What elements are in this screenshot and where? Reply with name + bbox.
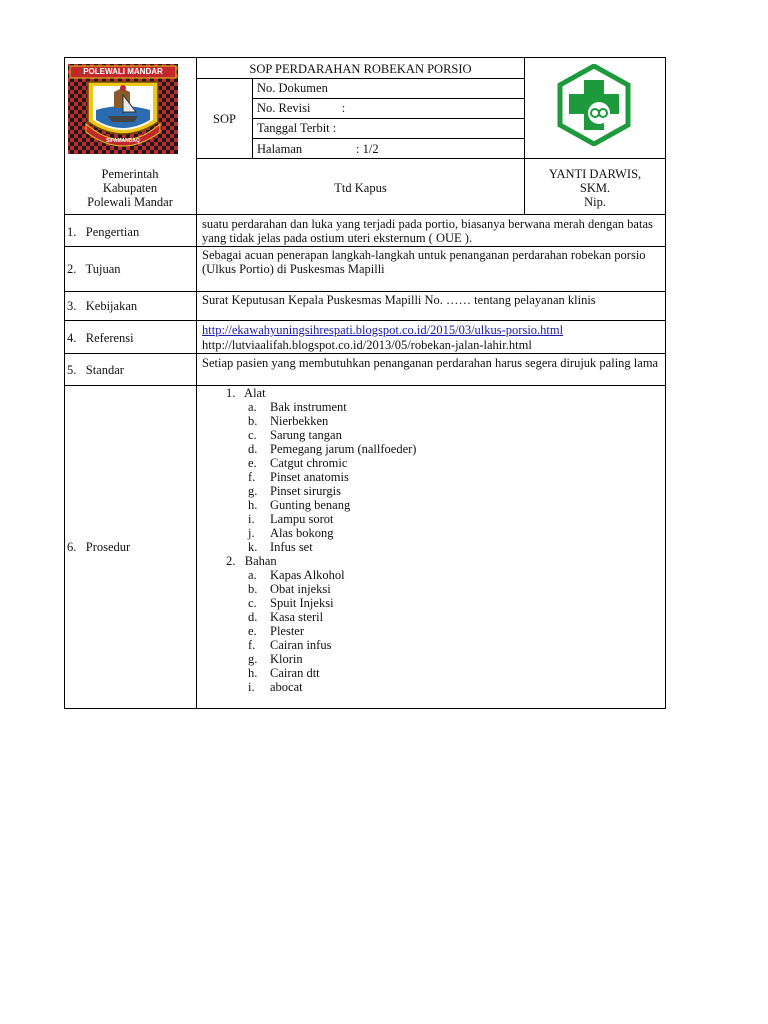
list-item: Spuit Injeksi [270,596,334,610]
list-item-marker: f. [248,470,256,484]
referensi-link-1[interactable]: http://ekawahyuningsihrespati.blogspot.co.id/2015/03/ulkus-porsio.html [202,323,564,337]
list-item-marker: f. [248,638,256,652]
label-prosedur: 6. Prosedur [67,540,131,554]
list-item: Infus set [270,540,313,554]
logo-text: POLEWALI MANDAR [83,67,163,76]
list-item-marker: j. [248,526,255,540]
list-item-marker: i. [248,680,255,694]
puskesmas-logo [553,64,635,146]
list-item: abocat [270,680,303,694]
list-item: Plester [270,624,305,638]
label-standar: 5. Standar [67,363,124,377]
list-item-marker: a. [248,568,257,582]
list-item-marker: c. [248,428,257,442]
label-tujuan: 2. Tujuan [67,262,121,276]
alat-heading: 1. Alat [226,386,266,400]
no-revisi: No. Revisi : [257,101,346,115]
list-item-marker: k. [248,540,258,554]
signer-nip: Nip. [584,195,606,209]
text-kebijakan: Surat Keputusan Kepala Puskesmas Mapilli No. …… tentang pelayanan klinis [202,293,596,307]
referensi-link-2: http://lutviaalifah.blogspot.co.id/2013/05/robekan-jalan-lahir.html [202,338,532,352]
no-dokumen: No. Dokumen [257,81,328,95]
text-pengertian: suatu perdarahan dan luka yang terjadi pada portio, biasanya berwana merah dengan batas yang tidak jelas pada ostium uteri eksternum ( OUE ). [202,217,653,245]
list-item-marker: d. [248,610,258,624]
list-item-marker: a. [248,400,257,414]
logo-motto: SIPAMANDAQ [106,138,140,144]
list-item-marker: i. [248,512,255,526]
halaman-value: : 1/2 [356,142,379,156]
list-item: Pinset sirurgis [270,484,341,498]
document-title: SOP PERDARAHAN ROBEKAN PORSIO [249,62,472,76]
list-item-marker: b. [248,582,258,596]
list-item: Obat injeksi [270,582,331,596]
halaman-label: Halaman [257,142,303,156]
list-item-marker: h. [248,498,258,512]
label-kebijakan: 3. Kebijakan [67,299,138,313]
bahan-heading: 2. Bahan [226,554,277,568]
list-item: Kapas Alkohol [270,568,345,582]
list-item: Alas bokong [270,526,334,540]
list-item: Lampu sorot [270,512,334,526]
list-item-marker: e. [248,624,257,638]
list-item-marker: g. [248,484,258,498]
pemerintah-line-3: Polewali Mandar [87,195,173,209]
list-item: Cairan infus [270,638,332,652]
ttd-kapus: Ttd Kapus [334,181,387,195]
list-item: Gunting benang [270,498,351,512]
list-item: Bak instrument [270,400,347,414]
list-item: Nierbekken [270,414,329,428]
list-item-marker: d. [248,442,258,456]
text-tujuan: Sebagai acuan penerapan langkah-langkah untuk penanganan perdarahan robekan porsio (Ulkus Portio) di Puskesmas Mapilli [202,248,646,276]
list-item: Sarung tangan [270,428,342,442]
signer-name: YANTI DARWIS, [548,167,642,181]
list-item: Catgut chromic [270,456,348,470]
list-item-marker: b. [248,414,258,428]
tanggal-terbit: Tanggal Terbit : [257,121,337,135]
pemerintah-line-1: Pemerintah [101,167,159,181]
list-item: Klorin [270,652,303,666]
list-item-marker: g. [248,652,258,666]
label-pengertian: 1. Pengertian [67,225,140,239]
list-item: Pinset anatomis [270,470,349,484]
sop-label: SOP [213,112,236,126]
label-referensi: 4. Referensi [67,331,134,345]
regency-logo [66,62,180,156]
list-item: Kasa steril [270,610,324,624]
text-standar: Setiap pasien yang membutuhkan penanganan perdarahan harus segera dirujuk paling lama [202,356,659,370]
signer-title: SKM. [579,181,611,195]
list-item-marker: e. [248,456,257,470]
list-item: Cairan dtt [270,666,320,680]
pemerintah-line-2: Kabupaten [102,181,158,195]
list-item-marker: h. [248,666,258,680]
list-item-marker: c. [248,596,257,610]
list-item: Pemegang jarum (nallfoeder) [270,442,417,456]
